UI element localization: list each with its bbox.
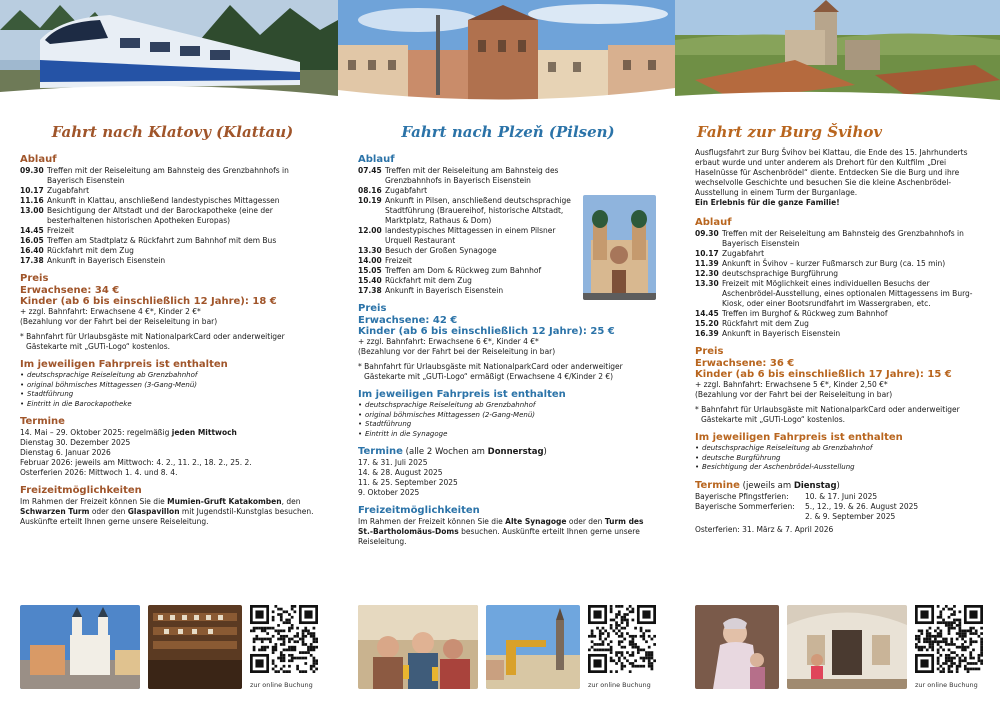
heading-included: Im jeweiligen Fahrpreis ist enthalten <box>20 359 228 370</box>
price-child: Kinder (ab 6 bis einschließlich 12 Jahre): 18 € <box>20 296 277 307</box>
heading-ablauf: Ablauf <box>358 154 395 165</box>
schedule-time: 14.45 <box>20 226 44 235</box>
banner-train-photo <box>0 0 338 105</box>
list-item: • original böhmisches Mittagessen (2-Gang-Menü) <box>358 411 658 421</box>
termine-line-text: 14. Mai – 29. Oktober 2025: regelmäßig <box>20 428 172 437</box>
list-item: • deutschsprachige Reiseleitung ab Grenzbahnhof <box>358 401 658 411</box>
price-note-rail: + zzgl. Bahnfahrt: Erwachsene 5 €*, Kinder 2,50 €* <box>695 380 888 389</box>
schedule-row <box>20 196 325 206</box>
heading-termine <box>358 446 658 458</box>
table-row <box>695 512 985 522</box>
termine-value: 5., 12., 19. & 26. August 2025 <box>805 501 919 511</box>
schedule-time: 10.17 <box>695 249 719 258</box>
freizeit-highlight: Schwarzen Turm <box>20 507 90 516</box>
schedule-row <box>20 236 325 246</box>
banner-svihov-photo <box>675 0 1000 105</box>
price-adult: Erwachsene: 36 € <box>695 358 795 369</box>
freizeit-highlight: Glaspavillon <box>127 507 180 516</box>
heading-termine <box>695 480 985 492</box>
schedule-text: Zugabfahrt <box>47 186 90 195</box>
termine-sub-bold: Dienstag <box>793 480 837 491</box>
schedule-time: 16.40 <box>20 246 44 255</box>
price-child: Kinder (ab 6 bis einschließlich 17 Jahre): 15 € <box>695 369 952 380</box>
schedule-time: 14.00 <box>358 256 382 265</box>
star-note: * Bahnfahrt für Urlaubsgäste mit NationalparkCard oder anderweitiger Gästekarte mit „GUTi-Logo“ kostenlos. <box>20 332 285 351</box>
price-note-payment: (Bezahlung vor der Fahrt bei der Reiseleitung in bar) <box>20 317 218 326</box>
termine-value: 2. & 9. September 2025 <box>805 511 896 521</box>
schedule-time: 13.30 <box>695 279 719 288</box>
schedule-time: 11.16 <box>20 196 44 205</box>
column-plzen <box>358 122 658 547</box>
included-list <box>20 371 325 409</box>
schedule-row <box>358 256 576 266</box>
list-item: • Stadtführung <box>20 390 325 400</box>
schedule-row <box>358 266 576 276</box>
list-item: • Stadtführung <box>358 420 658 430</box>
schedule-row <box>358 166 576 186</box>
svihov-costume-photo <box>695 605 779 689</box>
schedule-text: Treffen am Dom & Rückweg zum Bahnhof <box>385 266 542 275</box>
termine-label: Bayerische Sommerferien: <box>695 501 795 511</box>
qr-code-svihov[interactable] <box>915 605 983 673</box>
schedule-text: Treffen mit der Reiseleitung am Bahnsteig des Grenzbahnhofs in Bayerisch Eisenstein <box>722 229 964 248</box>
plzen-restaurant-photo <box>358 605 478 689</box>
schedule-text: Zugabfahrt <box>722 249 765 258</box>
termine-line: Februar 2026: jeweils am Mittwoch: 4. 2., 11. 2., 18. 2., 25. 2. <box>20 458 252 467</box>
schedule-text: Rückfahrt mit dem Zug <box>47 246 134 255</box>
termine-line: Osterferien 2026: Mittwoch 1. 4. und 8. 4. <box>20 468 178 477</box>
schedule-time: 15.05 <box>358 266 382 275</box>
schedule-text: Rückfahrt mit dem Zug <box>722 319 809 328</box>
schedule-time: 11.39 <box>695 259 719 268</box>
schedule-row <box>358 276 576 286</box>
heading-freizeit: Freizeitmöglichkeiten <box>358 505 480 516</box>
termine-line: Dienstag 30. Dezember 2025 <box>20 438 131 447</box>
schedule-text: Ankunft in Švihov – kurzer Fußmarsch zur Burg (ca. 15 min) <box>722 259 946 268</box>
schedule-time: 09.30 <box>20 166 44 175</box>
schedule-table <box>695 229 985 339</box>
schedule-row <box>695 309 985 319</box>
schedule-row <box>695 259 985 269</box>
price-note-payment: (Bezahlung vor der Fahrt bei der Reiseleitung in bar) <box>695 390 893 399</box>
synagogue-photo <box>583 195 656 300</box>
schedule-text: Rückfahrt mit dem Zug <box>385 276 472 285</box>
termine-sub-end: ) <box>836 480 840 491</box>
schedule-text: Treffen mit der Reiseleitung am Bahnsteig des Grenzbahnhofs in Bayerisch Eisenstein <box>47 166 289 185</box>
termine-line: Osterferien: 31. März & 7. April 2026 <box>695 524 834 534</box>
heading-included: Im jeweiligen Fahrpreis ist enthalten <box>358 389 566 400</box>
schedule-row <box>20 186 325 196</box>
freizeit-text-part: mit Jugendstil-Kunstglas besuchen. Auskünfte erteilt Ihnen gerne unsere Reiseleitung. <box>20 507 314 526</box>
list-item: • deutschsprachige Reiseleitung ab Grenzbahnhof <box>20 371 325 381</box>
schedule-text: landestypisches Mittagessen in einem Pilsner Urquell Restaurant <box>385 226 556 245</box>
title-plzen: Fahrt nach Plzeň (Pilsen) <box>401 123 615 141</box>
schedule-row <box>695 329 985 339</box>
list-item: • Eintritt in die Synagoge <box>358 430 658 440</box>
termine-line: 9. Oktober 2025 <box>358 488 420 497</box>
schedule-text: deutschsprachige Burgführung <box>722 269 839 278</box>
schedule-time: 13.00 <box>20 206 44 215</box>
termine-sub: (alle 2 Wochen am <box>402 447 488 457</box>
schedule-row <box>358 186 576 196</box>
schedule-time: 15.20 <box>695 319 719 328</box>
freizeit-text <box>358 517 658 547</box>
schedule-text: Freizeit <box>47 226 74 235</box>
schedule-text: Ankunft in Klattau, anschließend landestypisches Mittagessen <box>47 196 280 205</box>
schedule-text: Zugabfahrt <box>385 186 428 195</box>
banner-plzen-photo <box>338 0 675 105</box>
schedule-time: 13.30 <box>358 246 382 255</box>
schedule-time: 10.17 <box>20 186 44 195</box>
termine-sub: (jeweils am <box>739 480 794 491</box>
pharmacy-interior-photo <box>148 605 242 689</box>
termine-line: 14. & 28. August 2025 <box>358 468 443 477</box>
schedule-text: Treffen mit der Reiseleitung am Bahnsteig des Grenzbahnhofs in Bayerisch Eisenstein <box>385 166 559 185</box>
schedule-row <box>20 166 325 186</box>
freizeit-highlight: Turm des St.-Bartholomäus-Doms <box>358 517 644 536</box>
intro-text: Ausflugsfahrt zur Burg Švihov bei Klattau, die Ende des 15. Jahrhunderts erbaut wurde und unter anderem als Drehort für den Kultfilm „Drei Haselnüsse für Aschenbrödel“ diente. Entdecken Sie die Burg und ihre wechselvolle Geschichte und besuchen Sie die kleine Aschenbrödel-Ausstellung in einem Turm der Burganlage. <box>695 148 968 197</box>
column-klatovy <box>20 122 325 527</box>
qr-code-klatovy[interactable] <box>250 605 318 673</box>
heading-preis: Preis <box>358 303 387 314</box>
schedule-time: 12.30 <box>695 269 719 278</box>
qr-code-plzen[interactable] <box>588 605 656 673</box>
termine-line: Dienstag 6. Januar 2026 <box>20 448 111 457</box>
freizeit-text-part: besuchen. Auskünfte erteilt Ihnen gerne unsere Reiseleitung. <box>358 527 640 546</box>
schedule-time: 10.19 <box>358 196 382 205</box>
heading-termine-label: Termine <box>358 446 403 457</box>
schedule-row <box>358 226 576 246</box>
schedule-text: Treffen am Stadtplatz & Rückfahrt zum Bahnhof mit dem Bus <box>47 236 277 245</box>
schedule-text: Freizeit <box>385 256 412 265</box>
price-adult: Erwachsene: 34 € <box>20 285 120 296</box>
termine-label: Bayerische Pfingstferien: <box>695 491 789 501</box>
schedule-row <box>358 246 576 256</box>
termine-table <box>695 492 985 522</box>
freizeit-text-part: oder den <box>566 517 605 526</box>
schedule-row <box>695 319 985 329</box>
schedule-row <box>20 246 325 256</box>
termine-sub-end: ) <box>543 447 547 457</box>
termine-line <box>20 428 325 438</box>
heading-included: Im jeweiligen Fahrpreis ist enthalten <box>695 432 903 443</box>
heading-freizeit: Freizeitmöglichkeiten <box>20 485 142 496</box>
termine-value: 10. & 17. Juni 2025 <box>805 491 878 501</box>
schedule-text: Besichtigung der Altstadt und der Barockapotheke (eine der besterhaltenen historischen Apotheken Europas) <box>47 206 273 225</box>
table-row <box>695 492 985 502</box>
qr-caption: zur online Buchung <box>915 681 978 689</box>
list-item: • deutsche Burgführung <box>695 454 985 464</box>
schedule-text: Freizeit mit Möglichkeit eines individuellen Besuchs der Aschenbrödel-Ausstellung, eines optionalen Mittagessens im Burg-Kiosk, oder einer Bootsrundfahrt im Wassergraben, etc. <box>722 279 973 308</box>
schedule-row <box>20 226 325 236</box>
column-svihov <box>695 122 985 535</box>
schedule-table <box>20 166 325 266</box>
heading-ablauf: Ablauf <box>695 217 732 228</box>
svihov-hall-photo <box>787 605 907 689</box>
schedule-row <box>20 206 325 226</box>
termine-sub-bold: Donnerstag <box>487 447 544 457</box>
schedule-row <box>20 256 325 266</box>
termine-line: 11. & 25. September 2025 <box>358 478 458 487</box>
schedule-row <box>358 286 576 296</box>
schedule-row <box>695 229 985 249</box>
schedule-time: 14.45 <box>695 309 719 318</box>
plzen-fountain-photo <box>486 605 580 689</box>
schedule-text: Treffen im Burghof & Rückweg zum Bahnhof <box>722 309 888 318</box>
qr-caption: zur online Buchung <box>250 681 313 689</box>
schedule-row <box>695 269 985 279</box>
schedule-time: 09.30 <box>695 229 719 238</box>
schedule-text: Ankunft in Bayerisch Eisenstein <box>47 256 166 265</box>
star-note: * Bahnfahrt für Urlaubsgäste mit NationalparkCard oder anderweitiger Gästekarte mit „GUTi-Logo“ kostenlos. <box>695 405 960 424</box>
schedule-text: Ankunft in Bayerisch Eisenstein <box>385 286 504 295</box>
schedule-text: Besuch der Großen Synagoge <box>385 246 497 255</box>
freizeit-highlight: Mumien-Gruft Katakomben <box>167 497 282 506</box>
star-note: * Bahnfahrt für Urlaubsgäste mit NationalparkCard oder anderweitiger Gästekarte mit „GUTi-Logo“ ermäßigt (Erwachsene 4 €/Kinder 2 €) <box>358 362 623 381</box>
heading-termine: Termine <box>20 416 65 427</box>
included-list <box>695 444 985 473</box>
table-row <box>695 502 985 512</box>
list-item: • original böhmisches Mittagessen (3-Gang-Menü) <box>20 381 325 391</box>
heading-ablauf: Ablauf <box>20 154 57 165</box>
freizeit-text-part: Im Rahmen der Freizeit können Sie die <box>358 517 506 526</box>
price-child: Kinder (ab 6 bis einschließlich 12 Jahre): 25 € <box>358 326 615 337</box>
termine-label <box>695 512 805 522</box>
klatovy-church-photo <box>20 605 140 689</box>
termine-line: 17. & 31. Juli 2025 <box>358 458 428 467</box>
schedule-time: 16.39 <box>695 329 719 338</box>
schedule-time: 12.00 <box>358 226 382 235</box>
schedule-time: 07.45 <box>358 166 382 175</box>
freizeit-text-part: Im Rahmen der Freizeit können Sie die <box>20 497 168 506</box>
price-note-payment: (Bezahlung vor der Fahrt bei der Reiseleitung in bar) <box>358 347 556 356</box>
heading-preis: Preis <box>20 273 49 284</box>
schedule-table <box>358 166 576 296</box>
schedule-row <box>695 249 985 259</box>
price-note-rail: + zzgl. Bahnfahrt: Erwachsene 4 €*, Kinder 2 €* <box>20 307 201 316</box>
intro-bold: Ein Erlebnis für die ganze Familie! <box>695 198 840 207</box>
freizeit-text <box>20 497 325 527</box>
termine-line-bold: jeden Mittwoch <box>171 428 237 437</box>
schedule-text: Ankunft in Pilsen, anschließend deutschsprachige Stadtführung (Brauereihof, historische Altstadt, Marktplatz, Rathaus & Dom) <box>385 196 571 225</box>
heading-termine-label: Termine <box>695 479 740 491</box>
included-list <box>358 401 658 439</box>
price-adult: Erwachsene: 42 € <box>358 315 458 326</box>
schedule-time: 08.16 <box>358 186 382 195</box>
price-note-rail: + zzgl. Bahnfahrt: Erwachsene 6 €*, Kinder 4 €* <box>358 337 539 346</box>
list-item: • deutschsprachige Reiseleitung ab Grenzbahnhof <box>695 444 985 454</box>
freizeit-highlight: Alte Synagoge <box>505 517 567 526</box>
heading-preis: Preis <box>695 346 724 357</box>
freizeit-text-part: oder den <box>89 507 128 516</box>
schedule-time: 16.05 <box>20 236 44 245</box>
schedule-time: 17.38 <box>20 256 44 265</box>
schedule-row <box>695 279 985 309</box>
schedule-time: 17.38 <box>358 286 382 295</box>
schedule-text: Ankunft in Bayerisch Eisenstein <box>722 329 841 338</box>
list-item: • Eintritt in die Barockapotheke <box>20 400 325 410</box>
freizeit-text-part: , den <box>281 497 301 506</box>
qr-caption: zur online Buchung <box>588 681 651 689</box>
schedule-row <box>358 196 576 226</box>
title-svihov: Fahrt zur Burg Švihov <box>697 123 883 141</box>
schedule-time: 15.40 <box>358 276 382 285</box>
list-item: • Besichtigung der Aschenbrödel-Ausstellung <box>695 463 985 473</box>
title-klatovy: Fahrt nach Klatovy (Klattau) <box>51 123 294 141</box>
